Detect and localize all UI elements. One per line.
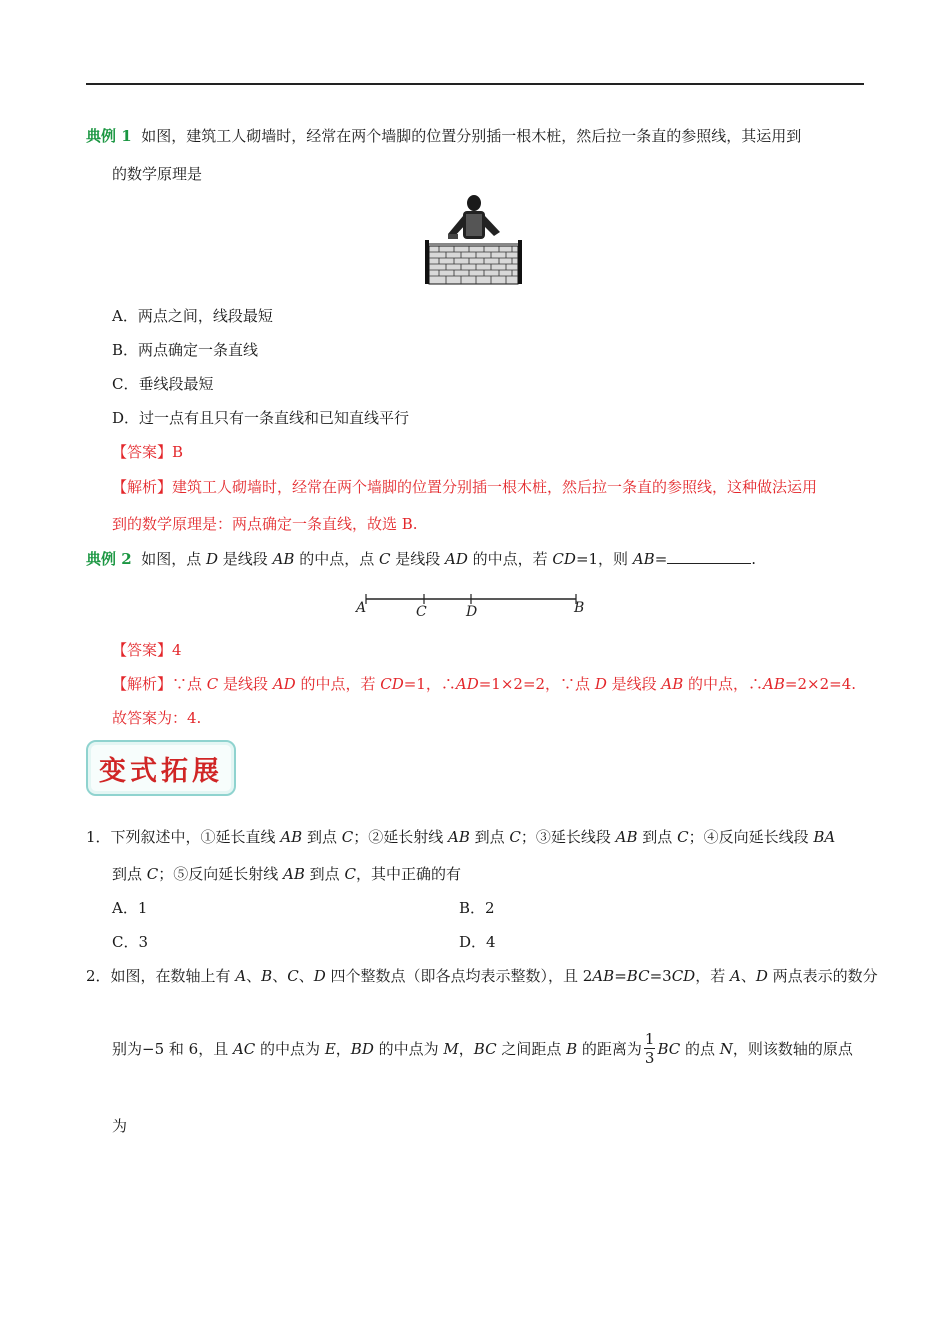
text-run: = xyxy=(614,967,627,985)
math-variable: C xyxy=(509,828,521,846)
math-variable: BC xyxy=(626,967,650,985)
q-text: = xyxy=(654,550,668,568)
an-text: =1，∴ xyxy=(403,675,456,693)
math-variable: BC xyxy=(473,1039,497,1058)
section-title: 变式拓展 xyxy=(99,755,223,787)
an-text: 【解析】∵点 xyxy=(112,675,207,693)
q1-option-a: A．1 xyxy=(112,899,148,917)
example2-answer: 【答案】4 xyxy=(112,641,182,659)
math-variable: A xyxy=(235,967,247,985)
example2-analysis-line1 xyxy=(112,674,856,694)
an-text: =2×2=4. xyxy=(784,675,857,693)
q-text: 是线段 xyxy=(390,550,446,568)
point-label-a: A xyxy=(356,600,367,616)
q-text: 的中点，若 xyxy=(467,550,553,568)
math-variable: BD xyxy=(350,1039,374,1058)
math-variable: D xyxy=(755,967,768,985)
math-variable: C xyxy=(341,828,354,846)
q1-line2 xyxy=(112,864,461,884)
example2-analysis-line2: 故答案为：4. xyxy=(112,709,202,727)
an-var: AB xyxy=(661,675,684,693)
an-text: 的中点，若 xyxy=(295,675,381,693)
example1-option-b: B．两点确定一条直线 xyxy=(112,341,259,359)
math-variable: C xyxy=(146,865,159,883)
example2-question xyxy=(86,549,756,569)
math-variable: C xyxy=(344,865,356,883)
header-rule xyxy=(86,83,864,85)
text-run: ；⑤反向延长射线 xyxy=(158,865,284,883)
fraction-numerator: 1 xyxy=(644,1030,655,1048)
point-label-d: D xyxy=(466,604,478,620)
math-variable: CD xyxy=(671,967,696,985)
text-run: 的中点为 xyxy=(255,1039,325,1058)
an-text: 是线段 xyxy=(606,675,662,693)
an-var: AD xyxy=(272,675,296,693)
an-var: AD xyxy=(455,675,479,693)
math-variable: N xyxy=(719,1039,733,1058)
answer-blank xyxy=(667,549,751,564)
q-text: 的中点，点 xyxy=(294,550,379,568)
text-run: 到点 xyxy=(637,828,678,846)
q-text: . xyxy=(751,550,757,568)
q-text: 是线段 xyxy=(218,550,273,568)
example1-option-c: C．垂线段最短 xyxy=(112,375,214,393)
an-var: D xyxy=(594,675,607,693)
example2-label: 典例 2 xyxy=(86,550,132,568)
text-run: ， xyxy=(458,1039,474,1058)
q2-line3: 为 xyxy=(112,1117,128,1135)
q-text: =1，则 xyxy=(575,550,633,568)
text-run: 2．如图，在数轴上有 xyxy=(86,967,236,985)
text-run: 1．下列叙述中，①延长直线 xyxy=(86,828,281,846)
text-run: 两点表示的数分 xyxy=(767,967,878,985)
example1-option-d: D．过一点有且只有一条直线和已知直线平行 xyxy=(112,409,410,427)
q2-line1 xyxy=(86,966,878,986)
fraction-one-third xyxy=(644,1030,656,1067)
text-run: 之间距点 xyxy=(496,1039,567,1058)
math-variable: AB xyxy=(280,828,303,846)
math-variable: AB xyxy=(615,828,638,846)
point-label-b: B xyxy=(574,600,585,616)
text-run: ；②延长射线 xyxy=(353,828,448,846)
an-text: 的中点，∴ xyxy=(683,675,764,693)
text-run: 到点 xyxy=(469,828,510,846)
segment-diagram xyxy=(350,588,590,622)
example1-question-line1 xyxy=(86,126,801,146)
text-run: 、 xyxy=(272,967,288,985)
math-variable: B xyxy=(261,967,273,985)
math-variable: AB xyxy=(283,865,305,883)
text-run: ，其中正确的有 xyxy=(355,865,461,883)
example1-analysis-line1: 【解析】建筑工人砌墙时，经常在两个墙脚的位置分别插一根木桩，然后拉一条直的参照线，这种做法运用 xyxy=(112,478,818,496)
example1-label: 典例 1 xyxy=(86,127,132,145)
text-run: 、 xyxy=(298,967,314,985)
bricklayer-image xyxy=(424,192,524,286)
math-variable: M xyxy=(443,1039,459,1058)
q2-line2-part1 xyxy=(112,1040,642,1058)
text-run: 到点 xyxy=(302,828,342,846)
text-run: 四个整数点（即各点均表示整数），且 2 xyxy=(325,967,593,985)
point-label-c: C xyxy=(416,604,427,620)
q-text: 如图，点 xyxy=(141,550,206,568)
text-run: ，则该数轴的原点 xyxy=(732,1039,853,1058)
q2-line2-part2 xyxy=(657,1040,852,1058)
text-run: 的点 xyxy=(680,1039,720,1058)
an-text: =1×2=2，∵点 xyxy=(478,675,595,693)
example1-question-line2: 的数学原理是 xyxy=(112,165,203,183)
text-run: 、 xyxy=(740,967,756,985)
text-run: =3 xyxy=(649,967,672,985)
an-var: CD xyxy=(380,675,404,693)
math-variable: AC xyxy=(232,1039,256,1058)
math-variable: BC xyxy=(657,1039,681,1058)
q-var: C xyxy=(378,550,391,568)
text-run: 别为−5 和 6，且 xyxy=(112,1039,233,1058)
math-variable: C xyxy=(287,967,299,985)
text-run: 、 xyxy=(246,967,262,985)
an-var: C xyxy=(206,675,219,693)
q1-option-d: D．4 xyxy=(459,933,496,951)
text-run: 的中点为 xyxy=(373,1039,444,1058)
text-run: ， xyxy=(335,1039,351,1058)
q-var: D xyxy=(206,550,219,568)
math-variable: C xyxy=(677,828,689,846)
math-variable: D xyxy=(313,967,326,985)
text-run: ，若 xyxy=(695,967,730,985)
q1-option-c: C．3 xyxy=(112,933,149,951)
text-run: 的距离为 xyxy=(577,1039,642,1058)
example1-answer: 【答案】B xyxy=(112,443,184,461)
math-variable: B xyxy=(566,1039,578,1058)
q-var: CD xyxy=(552,550,576,568)
q-var: AB xyxy=(632,550,655,568)
text-run: 到点 xyxy=(112,865,147,883)
section-title-badge xyxy=(86,740,236,796)
math-variable: A xyxy=(729,967,741,985)
text-run: ；③延长线段 xyxy=(520,828,616,846)
an-var: AB xyxy=(763,675,785,693)
q1-line1 xyxy=(86,827,835,847)
example1-text: 如图，建筑工人砌墙时，经常在两个墙脚的位置分别插一根木桩，然后拉一条直的参照线，其运用到 xyxy=(141,127,802,145)
example1-analysis-line2: 到的数学原理是：两点确定一条直线，故选 B. xyxy=(112,515,418,533)
an-text: 是线段 xyxy=(218,675,273,693)
text-run: 到点 xyxy=(304,865,345,883)
math-variable: E xyxy=(324,1039,336,1058)
q-var: AB xyxy=(272,550,295,568)
math-variable: BA xyxy=(813,828,836,846)
q-var: AD xyxy=(445,550,468,568)
text-run: ；④反向延长线段 xyxy=(688,828,814,846)
example1-option-a: A．两点之间，线段最短 xyxy=(112,307,273,325)
fraction-denominator: 3 xyxy=(644,1049,655,1067)
math-variable: AB xyxy=(448,828,470,846)
math-variable: AB xyxy=(592,967,615,985)
q1-option-b: B．2 xyxy=(459,899,495,917)
q2-line2 xyxy=(112,1030,853,1067)
